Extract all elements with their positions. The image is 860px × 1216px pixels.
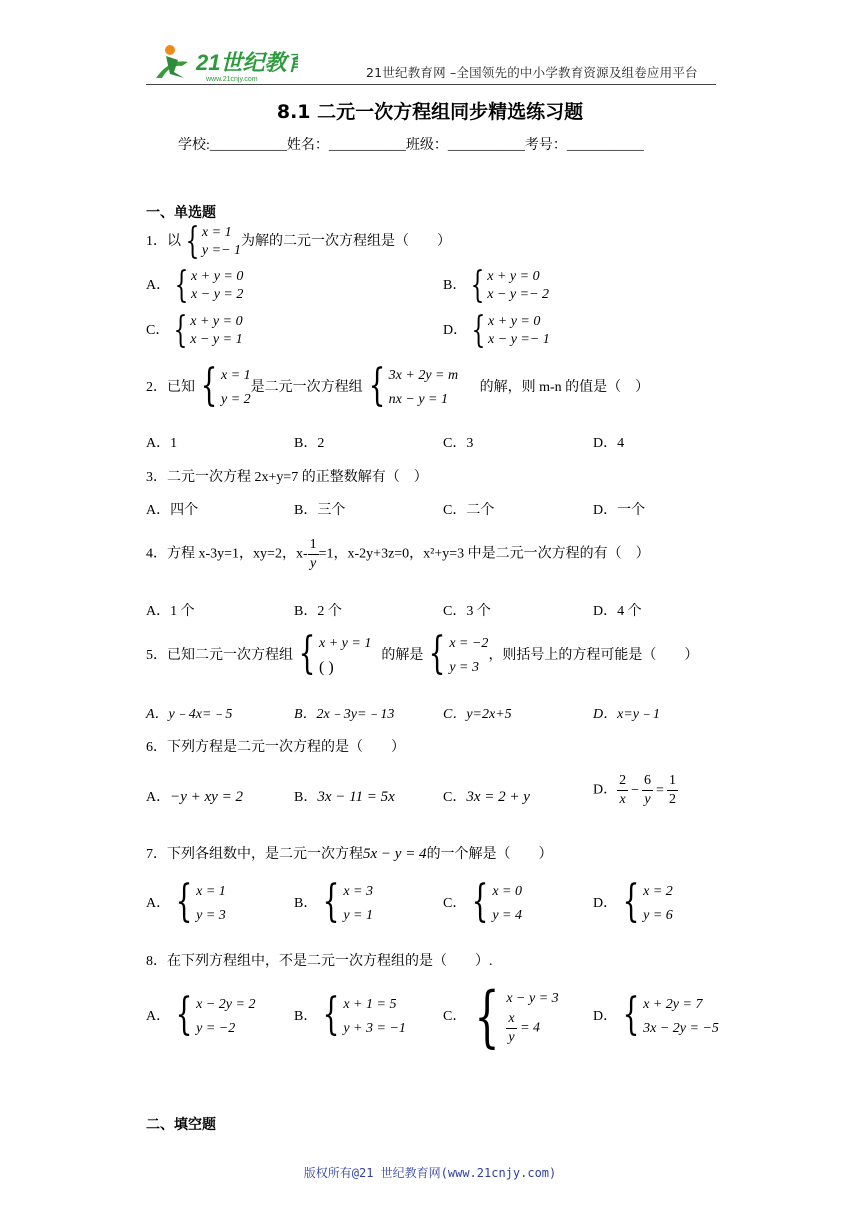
q3-option-d[interactable]: D．一个 [593, 503, 646, 518]
q5-option-c[interactable]: C．y=2x+5 [443, 707, 512, 722]
q3-option-a[interactable]: A．四个 [146, 503, 199, 518]
option-label: A． [146, 1009, 171, 1025]
option-label: C． [443, 896, 467, 912]
eq-tail: = 4 [520, 1020, 541, 1036]
q1-option-d[interactable]: D． { x + y = 0 x − y =− 1 [443, 310, 550, 351]
question-4 [146, 536, 650, 573]
option-label: D． [443, 323, 468, 339]
eq-line: x = 3 [343, 884, 374, 899]
eq-line: x + 2y = 7 [643, 997, 703, 1012]
eq-line: x + y = 0 [487, 269, 540, 284]
option-label: A． [146, 790, 171, 805]
eq-line: x + y = 0 [191, 269, 244, 284]
q4-option-b[interactable]: B．2 个 [294, 604, 342, 619]
question-3: 3．二元一次方程 2x+y=7 的正整数解有（ ） [146, 470, 428, 485]
option-label: D． [593, 1009, 618, 1025]
eq-line: x − y =− 2 [487, 287, 550, 302]
expr: 3x − 11 = 5x [317, 789, 395, 805]
option-label: B． [443, 278, 467, 294]
eq-line: x − y = 3 [506, 990, 559, 1006]
q6-option-b[interactable] [294, 786, 395, 806]
eq-line: nx − y = 1 [388, 392, 448, 407]
q5-option-d[interactable]: D．x=y﹣1 [593, 707, 660, 722]
option-label: B． [294, 896, 318, 912]
eq-line: y = 3 [196, 908, 226, 923]
q1-option-c[interactable]: C． { x + y = 0 x − y = 1 [146, 310, 243, 351]
question-6: 6．下列方程是二元一次方程的是（ ） [146, 740, 405, 755]
q5-mid: 的解是 [381, 648, 424, 664]
q2-suffix: 的解，则 m-n 的值是（ ） [479, 380, 650, 396]
q2-option-d[interactable]: D．4 [593, 436, 625, 451]
expr: 3x = 2 + y [466, 789, 530, 805]
section-heading-fill-blank: 二、填空题 [146, 1117, 216, 1133]
q7-option-b[interactable]: B． { x = 3 y = 1 [294, 876, 374, 927]
q3-option-c[interactable]: C．二个 [443, 503, 495, 518]
q8-option-a[interactable]: A． { x − 2y = 2 y = −2 [146, 989, 256, 1040]
eq-line: x − y =− 1 [488, 332, 550, 347]
option-label: B． [294, 790, 318, 805]
eq-line: y = 3 [449, 660, 479, 675]
header-divider [146, 84, 716, 85]
q7-option-d[interactable]: D． { x = 2 y = 6 [593, 876, 673, 927]
eq-line: x = 1 [196, 884, 226, 899]
eq-line: y + 3 = −1 [343, 1021, 406, 1036]
q5-option-a[interactable]: A．y﹣4x=﹣5 [146, 707, 233, 722]
q2-prefix: 2．已知 [146, 380, 195, 396]
denominator: y [508, 1029, 515, 1045]
option-label: D． [593, 896, 618, 912]
question-1 [146, 221, 452, 262]
question-7 [146, 843, 553, 863]
numerator: 2 [617, 772, 628, 791]
numerator: 6 [642, 772, 653, 791]
q8-option-c[interactable]: C． { x − y = 3 $\frac{x}{y}$ = 4 [443, 978, 559, 1055]
q4-fraction [308, 536, 319, 573]
eq-line: x = 2 [643, 884, 673, 899]
q7-prefix: 7．下列各组数中，是二元一次方程 [146, 847, 363, 862]
section-heading-single-choice: 一、单选题 [146, 205, 216, 221]
denominator: y [310, 556, 317, 571]
option-label: A． [146, 278, 171, 294]
eq-line: x + y = 1 [319, 636, 372, 651]
option-label: A． [146, 896, 171, 912]
eq-line: x + y = 0 [190, 314, 243, 329]
eq-line: x − y = 2 [191, 287, 244, 302]
q1-system: { x = 1 y =− 1 [185, 221, 242, 262]
site-tagline: 21世纪教育网 –全国领先的中小学教育资源及组卷应用平台 [366, 65, 698, 80]
q8-option-b[interactable]: B． { x + 1 = 5 y + 3 = −1 [294, 989, 406, 1040]
question-8: 8．在下列方程组中，不是二元一次方程组的是（ ）. [146, 954, 493, 969]
option-label: C． [443, 1009, 467, 1025]
eq-line: x = 1 [221, 368, 251, 383]
q4-prefix: 4．方程 x-3y=1，xy=2，x- [146, 546, 308, 562]
denominator: 2 [668, 792, 676, 807]
q3-option-b[interactable]: B．三个 [294, 503, 346, 518]
q1-sys-line2: y =− 1 [201, 243, 242, 258]
numerator: x [506, 1010, 516, 1029]
eq-line: x = −2 [449, 636, 489, 651]
eq-line: y = −2 [196, 1021, 236, 1036]
question-5: 5．已知二元一次方程组 { x + y = 1 ( ) 的解是 { x = −2 y = 3 ，则括号上的方程可能是（ ） [146, 628, 699, 679]
page-title: 8.1 二元一次方程组同步精选练习题 [276, 101, 584, 123]
q2-option-a[interactable]: A．1 [146, 436, 178, 451]
q7-option-c[interactable]: C． { x = 0 y = 4 [443, 876, 523, 927]
eq-line: x + y = 0 [488, 314, 541, 329]
site-logo [148, 44, 298, 86]
eq-line: y = 4 [492, 908, 523, 923]
svg-text:21世纪教育: 21世纪教育 [196, 50, 298, 75]
eq-line: 3x − 2y = −5 [643, 1021, 719, 1036]
q4-option-a[interactable]: A．1 个 [146, 604, 195, 619]
q6-option-a[interactable] [146, 786, 243, 806]
numerator: 1 [667, 772, 678, 791]
q8-option-d[interactable]: D． { x + 2y = 7 3x − 2y = −5 [593, 989, 719, 1040]
q7-suffix: 的一个解是（ ） [426, 847, 553, 862]
option-label: C． [443, 790, 467, 805]
eq-line: 3x + 2y = m [388, 368, 459, 383]
q7-equation: 5x − y = 4 [363, 846, 427, 862]
copyright-footer: 版权所有@21 世纪教育网(www.21cnjy.com) [303, 1166, 557, 1180]
operator: − [631, 782, 640, 798]
q6-option-c[interactable] [443, 786, 530, 806]
eq-line: x − 2y = 2 [196, 997, 256, 1012]
option-label: D． [593, 782, 618, 798]
expr: −y + xy = 2 [170, 789, 243, 805]
eq-line: y = 6 [643, 908, 673, 923]
eq-line: x = 0 [492, 884, 523, 899]
q1-suffix: 为解的二元一次方程组是（ ） [241, 234, 452, 250]
question-2: 2．已知 { x = 1 y = 2 是二元一次方程组 { 3x + 2y = m nx − y = 1 的解，则 m-n 的值是（ ） [146, 360, 650, 411]
denominator: x [619, 792, 626, 807]
option-label: B． [294, 1009, 318, 1025]
q1-sys-line1: x = 1 [201, 225, 232, 240]
q7-option-a[interactable]: A． { x = 1 y = 3 [146, 876, 226, 927]
numerator: 1 [308, 536, 319, 555]
q1-option-a[interactable]: A． { x + y = 0 x − y = 2 [146, 265, 244, 306]
operator: = [656, 782, 664, 798]
q1-option-b[interactable]: B． { x + y = 0 x − y =− 2 [443, 265, 550, 306]
q4-option-c[interactable]: C．3 个 [443, 604, 491, 619]
eq-line: x − y = 1 [190, 332, 243, 347]
eq-line: y = 2 [221, 392, 251, 407]
eq-line: x + 1 = 5 [343, 997, 397, 1012]
option-label: C． [146, 323, 170, 339]
q2-mid: 是二元一次方程组 [250, 380, 363, 396]
q6-option-d[interactable] [593, 772, 678, 809]
svg-text:www.21cnjy.com: www.21cnjy.com [206, 76, 258, 83]
q1-prefix: 1．以 [146, 234, 181, 250]
eq-line: y = 1 [343, 908, 374, 923]
q4-option-d[interactable]: D．4 个 [593, 604, 642, 619]
eq-blank: ( ) [319, 659, 334, 676]
student-info-line: 学校:___________姓名：___________班级：___________考号：___________ [178, 138, 644, 153]
q4-suffix: =1，x-2y+3z=0，x²+y=3 中是二元一次方程的有（ ） [318, 546, 650, 562]
q5-suffix: ，则括号上的方程可能是（ ） [488, 648, 699, 664]
q2-option-b[interactable]: B．2 [294, 436, 325, 451]
q5-option-b[interactable]: B．2x﹣3y=﹣13 [294, 707, 395, 722]
denominator: y [644, 792, 651, 807]
q5-prefix: 5．已知二元一次方程组 [146, 648, 293, 664]
q2-option-c[interactable]: C．3 [443, 436, 474, 451]
